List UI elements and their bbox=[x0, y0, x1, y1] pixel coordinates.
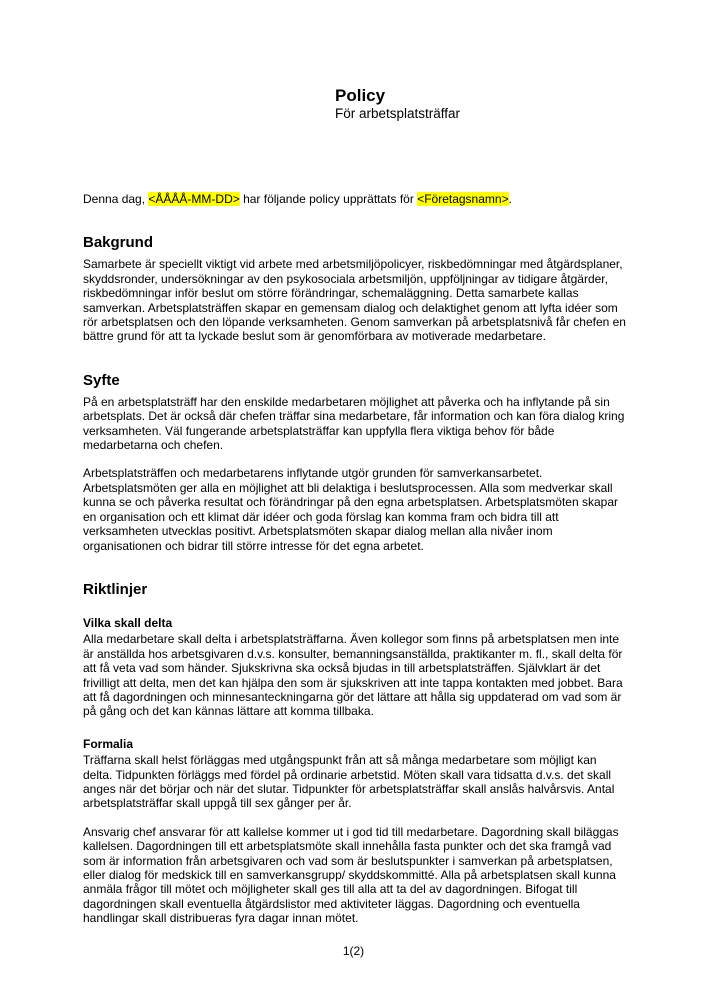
section-riktlinjer bbox=[83, 581, 627, 926]
intro-middle: har följande policy upprättats för bbox=[239, 192, 418, 206]
section-heading-bakgrund: Bakgrund bbox=[83, 234, 154, 252]
page-footer bbox=[0, 944, 707, 958]
date-placeholder: <ÅÅÅÅ-MM-DD> bbox=[148, 192, 240, 206]
company-placeholder: <Företagsnamn> bbox=[417, 192, 509, 206]
document-subtitle: För arbetsplatsträffar bbox=[335, 106, 461, 121]
section-bakgrund bbox=[83, 234, 627, 343]
paragraph: Samarbete är speciellt viktigt vid arbete med arbetsmiljöpolicyer, riskbedömningar med åtgärdsplaner, skyddsronder, undersökningar av den psykosociala arbetsmiljön, uppföljningar av tidigare åtgärder, riskbedömningar inför beslut om större förändringar, schemaläggning. Detta samarbete kallas samverkan. Arbetsplatsträffen skapar en gemensam dialog och delaktighet genom att lyfta idéer som rör arbetsplatsen och den löpande verksamheten. Genom samverkan på arbetsplatsnivå får chefen en bättre grund för att ta lyckade beslut som är genomförbara av motiverade medarbetare. bbox=[83, 257, 626, 344]
intro-line bbox=[83, 192, 627, 206]
intro-prefix: Denna dag, bbox=[83, 192, 149, 206]
document-header bbox=[335, 86, 627, 122]
subsection-heading-formalia: Formalia bbox=[83, 736, 134, 751]
paragraph: Alla medarbetare skall delta i arbetsplatsträffarna. Även kollegor som finns på arbetsplatsen men inte är anställda hos arbetsgivaren d.v.s. konsulter, bemanningsanställda, praktikanter m. fl., skall delta för att få veta vad som händer. Sjukskrivna ska också bjudas in till arbetsplatsträffen. Självklart är det frivilligt att delta, men det kan hjälpa den som är sjukskriven att inte tappa kontakten med jobbet. Bara att få dagordningen och minnesanteckningarna gör det lättare att hålla sig uppdaterad om vad som är på gång och det kan kännas lättare att komma tillbaka. bbox=[83, 632, 623, 719]
section-heading-riktlinjer: Riktlinjer bbox=[83, 580, 148, 598]
subsection-heading-vilka-skall-delta: Vilka skall delta bbox=[83, 615, 173, 630]
section-heading-syfte: Syfte bbox=[83, 371, 120, 389]
page-number: 1(2) bbox=[342, 944, 365, 958]
section-syfte bbox=[83, 372, 627, 553]
document-title: Policy bbox=[335, 86, 386, 105]
paragraph: Arbetsplatsträffen och medarbetarens inflytande utgör grunden för samverkansarbetet. Arbetsplatsmöten ger alla en möjlighet att bli delaktiga i beslutsprocessen. Alla som medverkar skall kunna se och påverka resultat och förändringar på den egna arbetsplatsen. Arbetsplatsmöten skapar en organisation och ett klimat där idéer och goda förslag kan komma fram och bidra till att verksamheten utvecklas positivt. Arbetsplatsmöten skapar dialog mellan alla nivåer inom organisationen och bidrar till större intresse för det egna arbetet. bbox=[83, 466, 619, 553]
paragraph: Träffarna skall helst förläggas med utgångspunkt från att så många medarbetare som möjligt kan delta. Tidpunkten förläggs med fördel på ordinarie arbetstid. Möten skall vara tidsatta d.v.s. det skall anges när det börjar och när det slutar. Tidpunkter för arbetsplatsträffar skall anslås halvårsvis. Antal arbetsplatsträffar skall uppgå till sex gånger per år. bbox=[83, 753, 615, 811]
paragraph: Ansvarig chef ansvarar för att kallelse kommer ut i god tid till medarbetare. Dagordning skall biläggas kallelsen. Dagordningen till ett arbetsplatsmöte skall innehålla fasta punkter och det ska framgå vad som är information från arbetsgivaren och vad som är beslutspunkter i samverkan på arbetsplatsen, eller dialog för medskick till en samverkansgrupp/ skyddskommitté. Alla på arbetsplatsen skall kunna anmäla frågor till mötet och möjligheter skall ges till alla att ta del av dagordningen. Bifogat till dagordningen skall eventuella åtgärdslistor med aktiviteter läggas. Dagordning och eventuella handlingar skall distribueras fyra dagar innan mötet. bbox=[83, 824, 619, 926]
intro-suffix: . bbox=[508, 192, 512, 206]
paragraph: På en arbetsplatsträff har den enskilde medarbetaren möjlighet att påverka och ha inflytande på sin arbetsplats. Det är också där chefen träffar sina medarbetare, får information och kan föra dialog kring verksamheten. Väl fungerande arbetsplatsträffar kan uppfylla flera viktiga behov för både medarbetarna och chefen. bbox=[83, 394, 625, 453]
